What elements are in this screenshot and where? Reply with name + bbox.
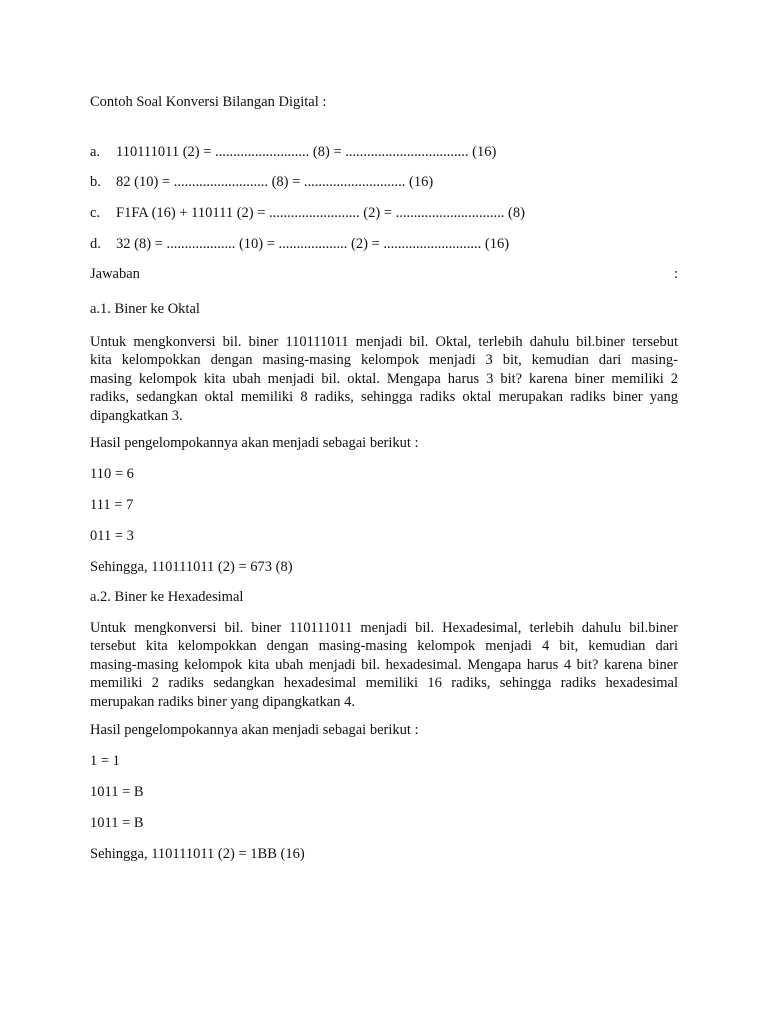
question-text: F1FA (16) + 110111 (2) = ......................... (2) = .............................. (8) [116,205,525,221]
section-a1-result: Sehingga, 110111011 (2) = 673 (8) [90,559,293,575]
document-title: Contoh Soal Konversi Bilangan Digital : [90,94,327,110]
paragraph-line: Untuk mengkonversi bil. biner 110111011 menjadi bil. Hexadesimal, terlebih dahulu bil.biner [90,620,678,636]
question-a [90,144,496,161]
question-label: c. [90,205,101,221]
question-text: 110111011 (2) = .......................... (8) = .................................. (16) [116,144,497,160]
question-d [90,236,509,253]
question-text: 32 (8) = ................... (10) = ................... (2) = ........................... (16) [116,236,510,252]
question-c [90,205,525,222]
section-a2-group: 1011 = B [90,784,144,800]
section-a2-result: Sehingga, 110111011 (2) = 1BB (16) [90,846,305,862]
answer-heading-row [90,266,678,283]
question-b [90,174,433,191]
paragraph-line: radiks, sedangkan oktal memiliki 8 radiks, sehingga radiks oktal merupakan radiks biner yang [90,389,678,406]
section-a1-group: 111 = 7 [90,497,134,513]
section-a2-heading: a.2. Biner ke Hexadesimal [90,589,244,605]
paragraph-line: memiliki 2 radiks sedangkan hexadesimal memiliki 16 radiks, sehingga radiks hexadesimal [90,675,678,692]
question-label: b. [90,174,101,190]
section-a1-group: 110 = 6 [90,466,134,482]
paragraph-line: merupakan radiks biner yang dipangkatkan 4. [90,693,355,710]
section-a2-grouping-intro: Hasil pengelompokannya akan menjadi sebagai berikut : [90,722,419,738]
paragraph-line: kita kelompokkan dengan masing-masing kelompok menjadi 3 bit, kemudian dari masing- [90,352,678,369]
question-text: 82 (10) = .......................... (8) = ............................ (16) [116,174,434,190]
paragraph-line: masing-masing kelompok kita ubah menjadi bil. hexadesimal. Mengapa harus 4 bit? karena biner [90,656,678,673]
paragraph-line: dipangkatkan 3. [90,407,183,424]
paragraph-line: masing kelompok kita ubah menjadi bil. oktal. Mengapa harus 3 bit? karena biner memiliki 2 [90,370,678,387]
section-a1-grouping-intro: Hasil pengelompokannya akan menjadi sebagai berikut : [90,435,419,451]
section-a2-group: 1011 = B [90,815,144,831]
question-label: a. [90,144,101,160]
section-a1-paragraph [90,333,678,425]
answer-heading: Jawaban [90,266,140,282]
paragraph-line: Untuk mengkonversi bil. biner 110111011 menjadi bil. Oktal, terlebih dahulu bil.biner tersebut [90,334,678,350]
section-a1-group: 011 = 3 [90,528,134,544]
paragraph-line: tersebut kita kelompokkan dengan masing-masing kelompok menjadi 4 bit, kemudian dari [90,638,678,655]
section-a2-group: 1 = 1 [90,753,120,769]
section-a2-paragraph [90,619,678,711]
question-label: d. [90,236,101,252]
section-a1-heading: a.1. Biner ke Oktal [90,301,200,317]
answer-colon: : [673,266,678,282]
